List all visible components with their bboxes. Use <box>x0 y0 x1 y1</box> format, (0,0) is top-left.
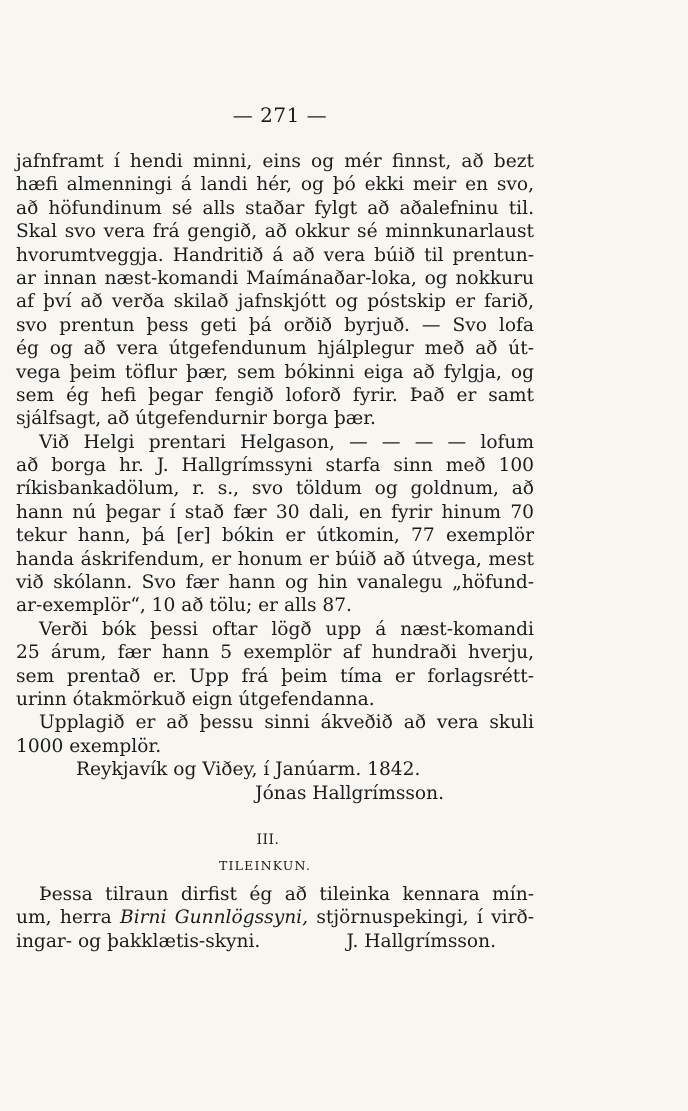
text-line: 25 árum, fær hann 5 exemplör af hundraði hverju, <box>16 642 534 664</box>
text-line: ríkisbankadölum, r. s., svo töldum og goldnum, að <box>16 478 534 500</box>
text-line: Upplagið er að þessu sinni ákveðið að vera skuli <box>39 712 534 734</box>
text-line: ég og að vera útgefendunum hjálplegur með að út- <box>16 338 534 360</box>
text-line <box>16 906 534 929</box>
text-line: sjálfsagt, að útgefendurnir borga þær. <box>16 408 376 430</box>
text-line: vega þeim töflur þær, sem bókinni eiga að fylgja, og <box>16 361 534 383</box>
signature: Jónas Hallgrímsson. <box>255 782 444 804</box>
text-line: hvorumtveggja. Handritið á að vera búið til prentun- <box>16 244 534 266</box>
dedication-signature: J. Hallgrímsson. <box>346 930 496 952</box>
dedication-text <box>16 883 534 953</box>
text-line <box>16 930 534 953</box>
text-line: að höfundinum sé alls staðar fylgt að aðalefninu til. <box>16 197 534 219</box>
text-line: Skal svo vera frá gengið, að okkur sé minnkunarlaust <box>16 221 534 243</box>
place-date-line: Reykjavík og Viðey, í Janúarm. 1842. <box>76 759 421 781</box>
text-line: Þessa tilraun dirfist ég að tileinka kennara mín- <box>39 884 534 905</box>
text-line: ar-exemplör“, 10 að tölu; er alls 87. <box>16 595 352 617</box>
page-number: — 271 — <box>232 103 328 127</box>
text-line: hæfi almenningi á landi hér, og þó ekki meir en svo, <box>16 174 534 196</box>
section-number: III. <box>256 832 280 848</box>
section-title: TILEINKUN. <box>218 858 312 873</box>
text-line: sem prentað er. Upp frá þeim tíma er forlagsrétt- <box>16 665 534 687</box>
text-line: við skólann. Svo fær hann og hin vanalegu „höfund- <box>16 572 534 594</box>
text-line: svo prentun þess geti þá orðið byrjuð. — Svo lofa <box>16 314 534 336</box>
text-line: 1000 exemplör. <box>16 735 162 757</box>
text-line: að borga hr. J. Hallgrímssyni starfa sinn með 100 <box>16 455 534 477</box>
text-line: ar innan næst-komandi Maímánaðar-loka, og nokkuru <box>16 267 534 289</box>
main-text <box>16 150 534 805</box>
text-line: urinn ótakmörkuð eign útgefendanna. <box>16 688 375 710</box>
text-line: hann nú þegar í stað fær 30 dali, en fyrir hinum 70 <box>16 501 534 523</box>
text-line: jafnframt í hendi minni, eins og mér finnst, að bezt <box>16 151 534 172</box>
text-fragment: ingar- og þakklætis-skyni. <box>16 930 261 952</box>
text-line: tekur hann, þá [er] bókin er útkomin, 77 exemplör <box>16 525 534 547</box>
text-line: af því að verða skilað jafnskjótt og póstskip er farið, <box>16 291 534 313</box>
dedicatee-name: Birni Gunnlögssyni, <box>120 907 309 929</box>
text-line: Verði bók þessi oftar lögð upp á næst-komandi <box>39 618 534 640</box>
text-line: Við Helgi prentari Helgason, — — — — lofum <box>39 431 534 453</box>
text-line: sem ég hefi þegar fengið loforð fyrir. Það er samt <box>16 384 534 406</box>
text-line: handa áskrifendum, er honum er búið að útvega, mest <box>16 548 534 570</box>
text-fragment: um, herra <box>16 907 121 929</box>
text-fragment: stjörnuspekingi, í virð- <box>308 907 534 929</box>
